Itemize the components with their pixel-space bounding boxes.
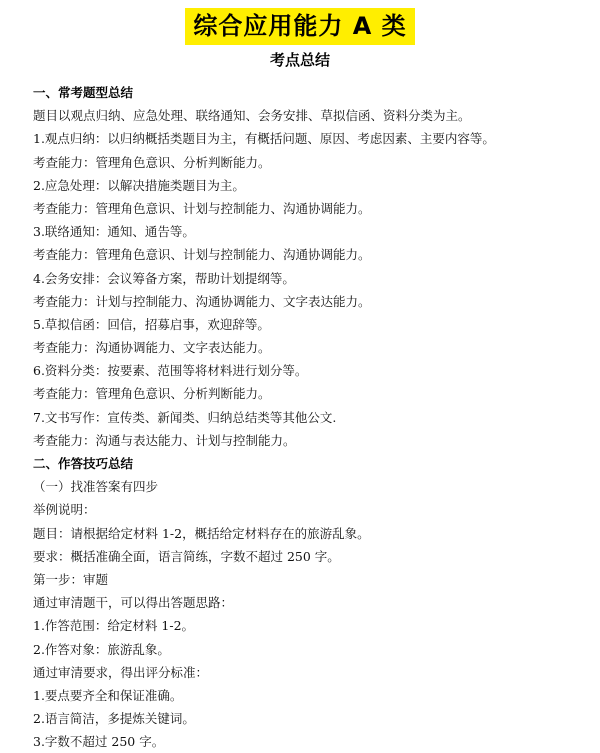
text-line: 2.作答对象：旅游乱象。: [33, 641, 170, 657]
title-block: [0, 8, 600, 45]
text-line: （一）找准答案有四步: [33, 479, 159, 495]
text-line: 考查能力：管理角色意识、计划与控制能力、沟通协调能力。: [33, 247, 371, 263]
text-line: 考查能力：管理角色意识、分析判断能力。: [33, 154, 271, 170]
text-line: 1.要点要齐全和保证准确。: [33, 687, 183, 703]
text-line: 4.会务安排：会议筹备方案，帮助计划提纲等。: [33, 270, 295, 286]
text-line: 1.观点归纳：以归纳概括类题目为主，有概括问题、原因、考虑因素、主要内容等。: [33, 131, 495, 147]
text-line: 3.字数不超过 250 字。: [33, 734, 165, 750]
text-line: 考查能力：沟通与表达能力、计划与控制能力。: [33, 432, 296, 448]
text-line: 题目：请根据给定材料 1-2，概括给定材料存在的旅游乱象。: [33, 525, 370, 541]
document-subtitle: 考点总结: [269, 51, 330, 69]
text-line: 题目以观点归纳、应急处理、联络通知、会务安排、草拟信函、资料分类为主。: [33, 108, 471, 124]
document-title: 综合应用能力 A 类: [185, 8, 414, 45]
text-line: 要求：概括准确全面，语言简练，字数不超过 250 字。: [33, 548, 340, 564]
text-line: 1.作答范围：给定材料 1-2。: [33, 618, 195, 634]
text-line: 2.应急处理：以解决措施类题目为主。: [33, 177, 245, 193]
text-line: 3.联络通知：通知、通告等。: [33, 224, 195, 240]
text-line: 7.文书写作：宣传类、新闻类、归纳总结类等其他公文.: [33, 409, 337, 425]
text-line: 5.草拟信函：回信，招募启事，欢迎辞等。: [33, 316, 270, 332]
text-line: 考查能力：沟通协调能力、文字表达能力。: [33, 340, 271, 356]
text-line: 通过审清要求，得出评分标准：: [33, 664, 209, 680]
text-line: 6.资料分类：按要素、范围等将材料进行划分等。: [33, 363, 308, 379]
text-line: 考查能力：计划与控制能力、沟通协调能力、文字表达能力。: [33, 293, 371, 309]
document-body: [33, 81, 593, 753]
text-line: 2.语言简洁，多提炼关键词。: [33, 711, 195, 727]
text-line: 考查能力：管理角色意识、计划与控制能力、沟通协调能力。: [33, 200, 371, 216]
section-heading: 二、作答技巧总结: [33, 456, 134, 471]
section-heading: 一、常考题型总结: [33, 85, 134, 100]
text-line: 考查能力：管理角色意识、分析判断能力。: [33, 386, 271, 402]
text-line: 通过审清题干，可以得出答题思路：: [33, 595, 234, 611]
text-line: 第一步：审题: [33, 571, 109, 587]
text-line: 举例说明：: [33, 502, 96, 518]
